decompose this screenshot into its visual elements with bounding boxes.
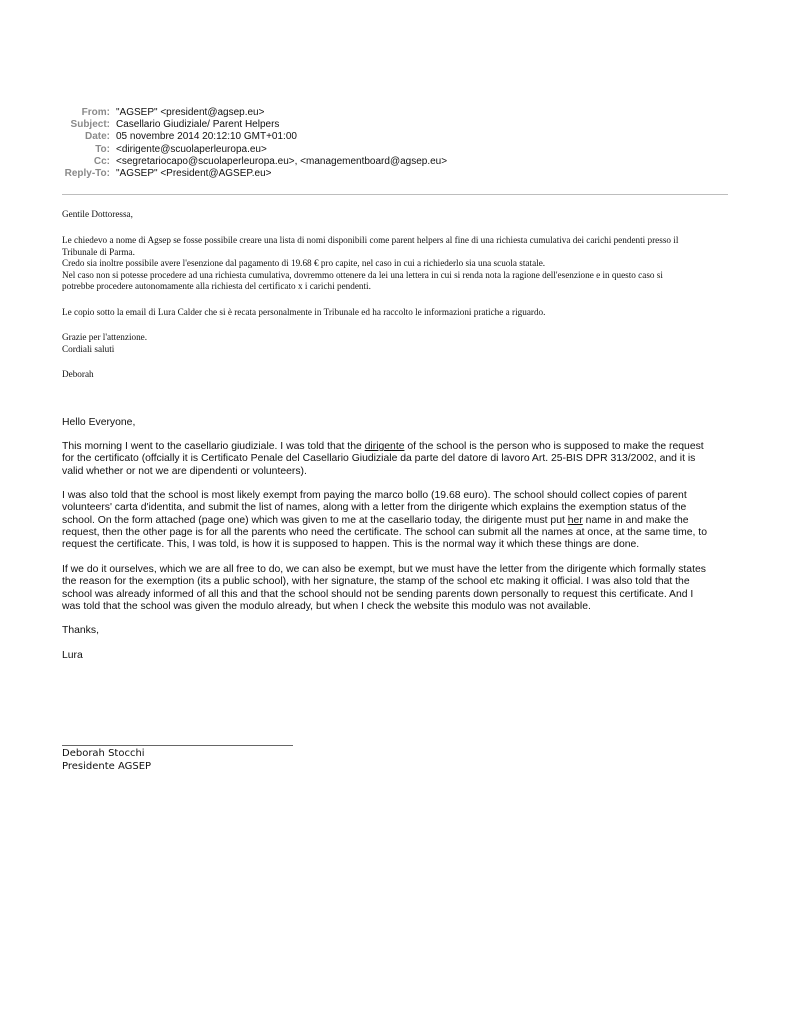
header-to <box>62 144 447 156</box>
underlined-word: dirigente <box>364 441 405 452</box>
text-line: Tribunale di Parma. <box>62 246 135 257</box>
reply-to-label: Reply-To: <box>64 168 110 180</box>
sender-name: Deborah <box>62 369 94 379</box>
signature-block <box>62 748 151 773</box>
text-segment: This morning I went to the casellario giudiziale. I was told that the <box>62 441 365 452</box>
text-line: Nel caso non si potesse procedere ad una richiesta cumulativa, dovremmo ottenere da lei una lettera in cui si renda nota la ragione dell'esenzione e in questo caso si <box>62 269 663 280</box>
header-reply-to <box>62 168 447 180</box>
signature-line <box>62 745 293 746</box>
header-subject <box>62 119 447 131</box>
to-value: <dirigente@scuolaperleuropa.eu> <box>116 143 267 155</box>
header-date <box>62 131 447 143</box>
header-cc <box>62 156 447 168</box>
text-line: Grazie per l'attenzione. <box>62 332 148 342</box>
text-segment: school. On the form attached (page one) which was given to me at the casellario today, the dirigente must put <box>62 514 568 526</box>
text-line: Credo sia inoltre possibile avere l'esenzione dal pagamento di 19.68 € pro capite, nel caso in cui a richiederlo sia una scuola statale. <box>62 258 546 269</box>
italian-paragraph-1 <box>62 235 728 293</box>
text-line: the reason for the exemption (its a public school), with her signature, the stamp of the school etc making it official. I was also told that the <box>62 576 690 588</box>
text-line: volunteers' carta d'identita, and submit the list of names, along with a letter from the dirigente which explains the exemption status of the <box>62 502 687 514</box>
text-line: was told that the school was given the modulo already, but when I check the website this modulo was not available. <box>62 600 591 612</box>
italian-closing <box>62 332 728 355</box>
english-paragraph-3 <box>62 564 732 613</box>
signature-title: Presidente AGSEP <box>62 760 152 772</box>
italian-greeting <box>62 209 728 221</box>
text-segment: of the school is the person who is supposed to make the request <box>404 441 704 452</box>
english-paragraph-2 <box>62 490 732 551</box>
english-thanks <box>62 625 732 637</box>
greeting-text: Gentile Dottoressa, <box>62 209 133 219</box>
email-headers <box>62 107 447 180</box>
text-line: valid whether or not we are dipendenti or volunteers). <box>62 465 307 477</box>
date-value: 05 novembre 2014 20:12:10 GMT+01:00 <box>116 131 297 143</box>
text-line <box>62 441 732 453</box>
english-sender <box>62 650 732 662</box>
text-line: request, then the other page is for all the parents who need the certificate. The school can submit all the names at once, at the same time, to <box>62 526 707 538</box>
text-line: I was also told that the school is most likely exempt from paying the marco bollo (19.68 euro). The school should collect copies of parent <box>62 490 687 501</box>
signature-name: Deborah Stocchi <box>62 748 145 759</box>
subject-value: Casellario Giudiziale/ Parent Helpers <box>116 119 280 131</box>
text-line: Thanks, <box>62 625 99 636</box>
greeting-text: Hello Everyone, <box>62 417 136 428</box>
italian-paragraph-2 <box>62 307 728 319</box>
underlined-word: her <box>567 514 583 526</box>
text-line: Cordiali saluti <box>62 343 115 354</box>
text-line: Le copio sotto la email di Lura Calder che si è recata personalmente in Tribunale ed ha raccolto le informazioni pratiche a riguardo. <box>62 307 546 317</box>
english-paragraph-1 <box>62 441 732 478</box>
italian-sender <box>62 369 728 381</box>
text-line: for the certificato (offcially it is Certificato Penale del Casellario Giudiziale da parte del datore di lavoro Art. 25-BIS DPR 313/2002, and it is <box>62 453 696 465</box>
to-label: To: <box>95 143 110 155</box>
text-segment: name in and make the <box>582 514 689 526</box>
subject-label: Subject: <box>70 119 110 131</box>
text-line: school was already informed of all this and that the school should not be sending parents down personally to request this certificate. And I <box>62 588 694 600</box>
header-divider <box>62 194 728 195</box>
text-line: Le chiedevo a nome di Agsep se fosse possibile creare una lista di nomi disponibili come parent helpers al fine di una richiesta cumulativa dei carichi pendenti presso il <box>62 235 679 245</box>
date-label: Date: <box>84 131 110 143</box>
text-line <box>62 515 732 527</box>
sender-name: Lura <box>62 650 83 661</box>
text-line: potrebbe procedere autonomamente alla richiesta del certificato x i carichi pendenti. <box>62 281 371 292</box>
from-label: From: <box>81 107 110 118</box>
english-greeting <box>62 417 732 429</box>
header-from <box>62 107 447 119</box>
cc-label: Cc: <box>93 155 110 167</box>
text-line: request the certificate. This, I was told, is how it is supposed to happen. This is the normal way it which these things are done. <box>62 539 640 551</box>
cc-value: <segretariocapo@scuolaperleuropa.eu>, <managementboard@agsep.eu> <box>116 155 448 167</box>
from-value: "AGSEP" <president@agsep.eu> <box>116 107 265 118</box>
reply-to-value: "AGSEP" <President@AGSEP.eu> <box>116 168 272 180</box>
text-line: If we do it ourselves, which we are all free to do, we can also be exempt, but we must have the letter from the dirigente which formally states <box>62 564 706 575</box>
